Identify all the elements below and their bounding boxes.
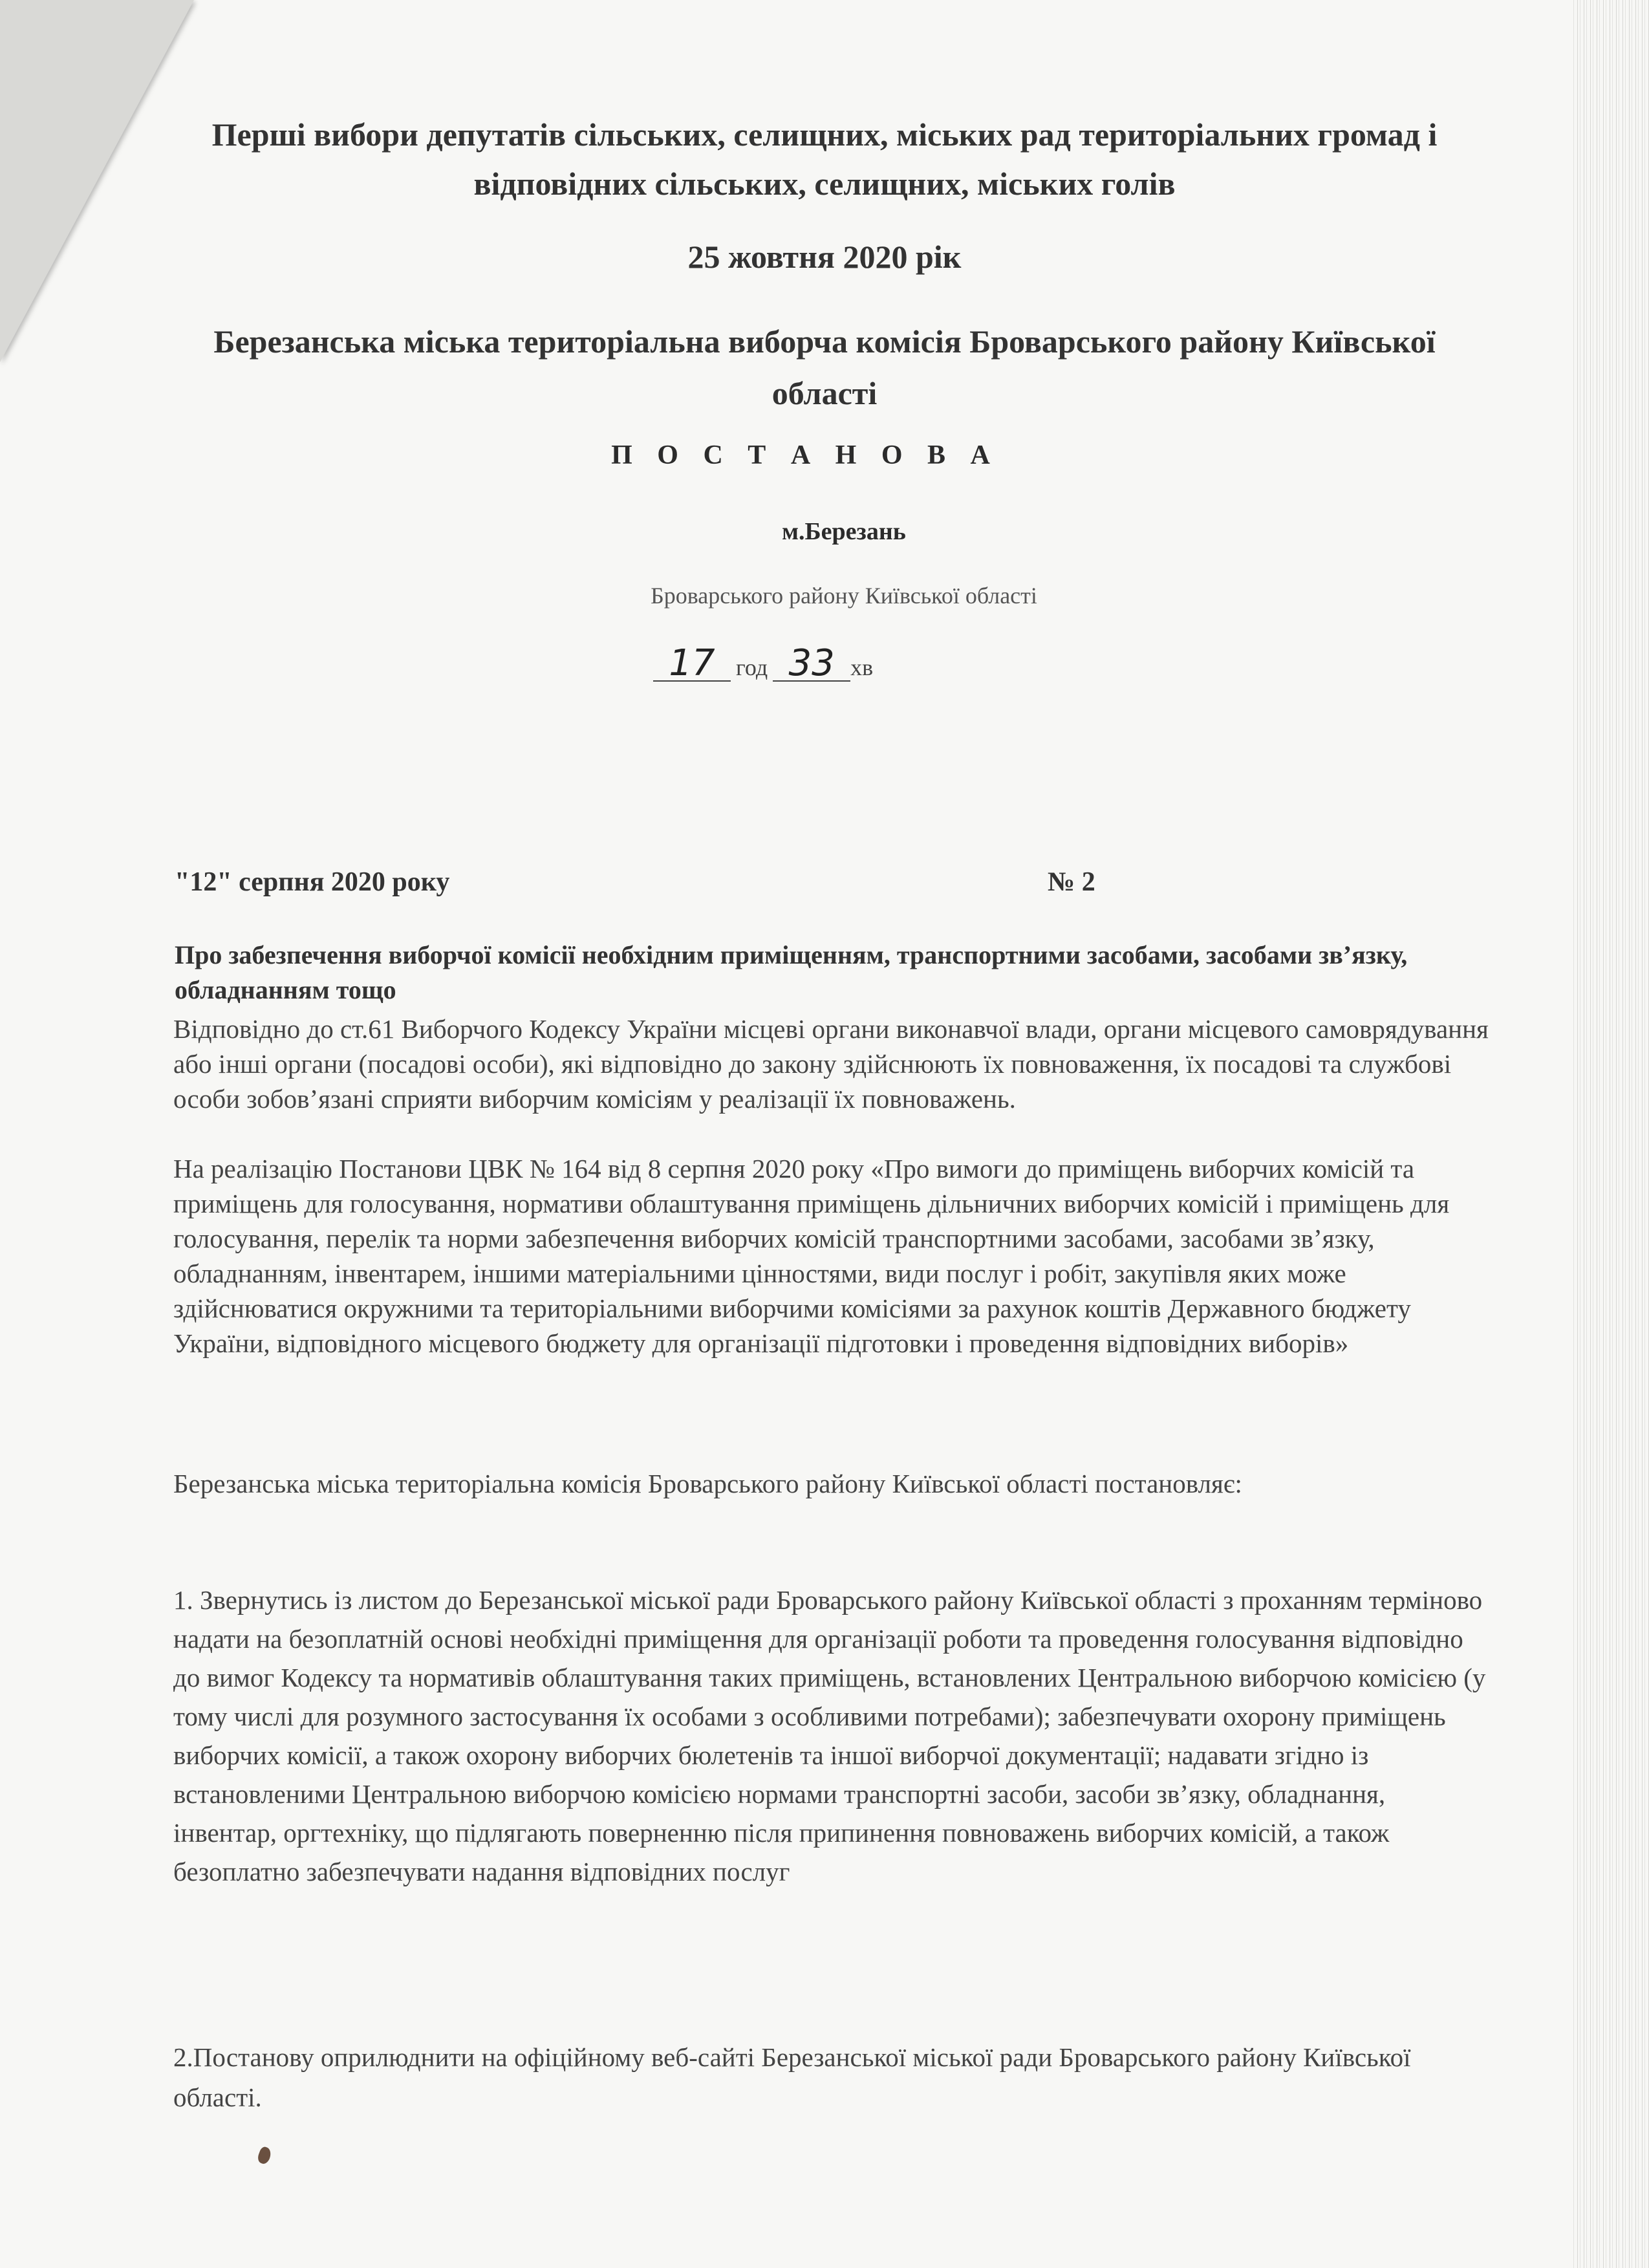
handwritten-minutes: 33: [773, 647, 850, 682]
document-type: П О С Т А Н О В А: [611, 440, 999, 470]
paragraph-item-2: 2.Постанову оприлюднити на офіційному веб-сайті Березанської міської ради Броварського району Київської області.: [173, 2042, 1411, 2112]
paragraph-cvk-reference: На реалізацію Постанови ЦВК № 164 від 8 серпня 2020 року «Про вимоги до приміщень виборчих комісій та приміщень для голосування, нормативи облаштування приміщень дільничних виборчих комісій і приміщень для голосування, перелік та норми забезпечення виборчих комісій транспортними засобами, засобами зв’язку, обладнанням, інвентарем, іншими матеріальними цінностями, види послуг і робіт, закупівля яких може здійснюватися окружними та територіальними виборчими комісіями за рахунок коштів Державного бюджету України, відповідного місцевого бюджету для організації підготовки і проведення відповідних виборів»: [173, 1154, 1450, 1358]
time-stamp: [653, 642, 874, 684]
handwritten-hours: 17: [653, 647, 731, 682]
ink-spot: [256, 2146, 273, 2166]
election-title: Перші вибори депутатів сільських, селищних, міських рад територіальних громад і відповідних сільських, селищних, міських голів: [211, 116, 1438, 202]
city: м.Березань: [782, 518, 906, 545]
paragraph-item-1: 1. Звернутись із листом до Березанської міської ради Броварського району Київської області з проханням терміново надати на безоплатній основі необхідні приміщення для організації роботи та проведення голосування відповідно до вимог Кодексу та нормативів облаштування таких приміщень, встановлених Центральною виборчою комісією (у тому числі для розумного застосування їх особами з особливими потребами); забезпечувати охорону приміщень виборчих комісії, а також охорону виборчих бюлетенів та іншої виборчої документації; надавати згідно із встановленими Центральною виборчою комісією нормами транспортні засоби, засоби зв’язку, обладнання, інвентар, оргтехніку, що підлягають поверненню після припинення повноважень виборчих комісій, а також безоплатно забезпечувати надання відповідних послуг: [173, 1585, 1486, 1886]
minutes-label: хв: [850, 654, 874, 680]
election-date: 25 жовтня 2020 рік: [687, 239, 962, 275]
document-date: "12" серпня 2020 року: [175, 867, 450, 897]
paragraph-resolves: Березанська міська територіальна комісія Броварського району Київської області постановляє:: [173, 1469, 1242, 1498]
document-number: № 2: [1048, 867, 1095, 897]
district: Броварського району Київської області: [651, 583, 1037, 609]
commission-name: Березанська міська територіальна виборча комісія Броварського району Київської області: [213, 323, 1436, 411]
paragraph-legal-basis: Відповідно до ст.61 Виборчого Кодексу України місцеві органи виконавчої влади, органи місцевого самоврядування або інші органи (посадові особи), які відповідно до закону здійснюють їх повноваження, їх посадові та службові особи зобов’язані сприяти виборчим комісіям у реалізації їх повноважень.: [173, 1014, 1489, 1114]
document-subject: Про забезпечення виборчої комісії необхідним приміщенням, транспортними засобами, засобами зв’язку, обладнанням тощо: [175, 940, 1408, 1004]
hours-label: год: [736, 654, 768, 680]
